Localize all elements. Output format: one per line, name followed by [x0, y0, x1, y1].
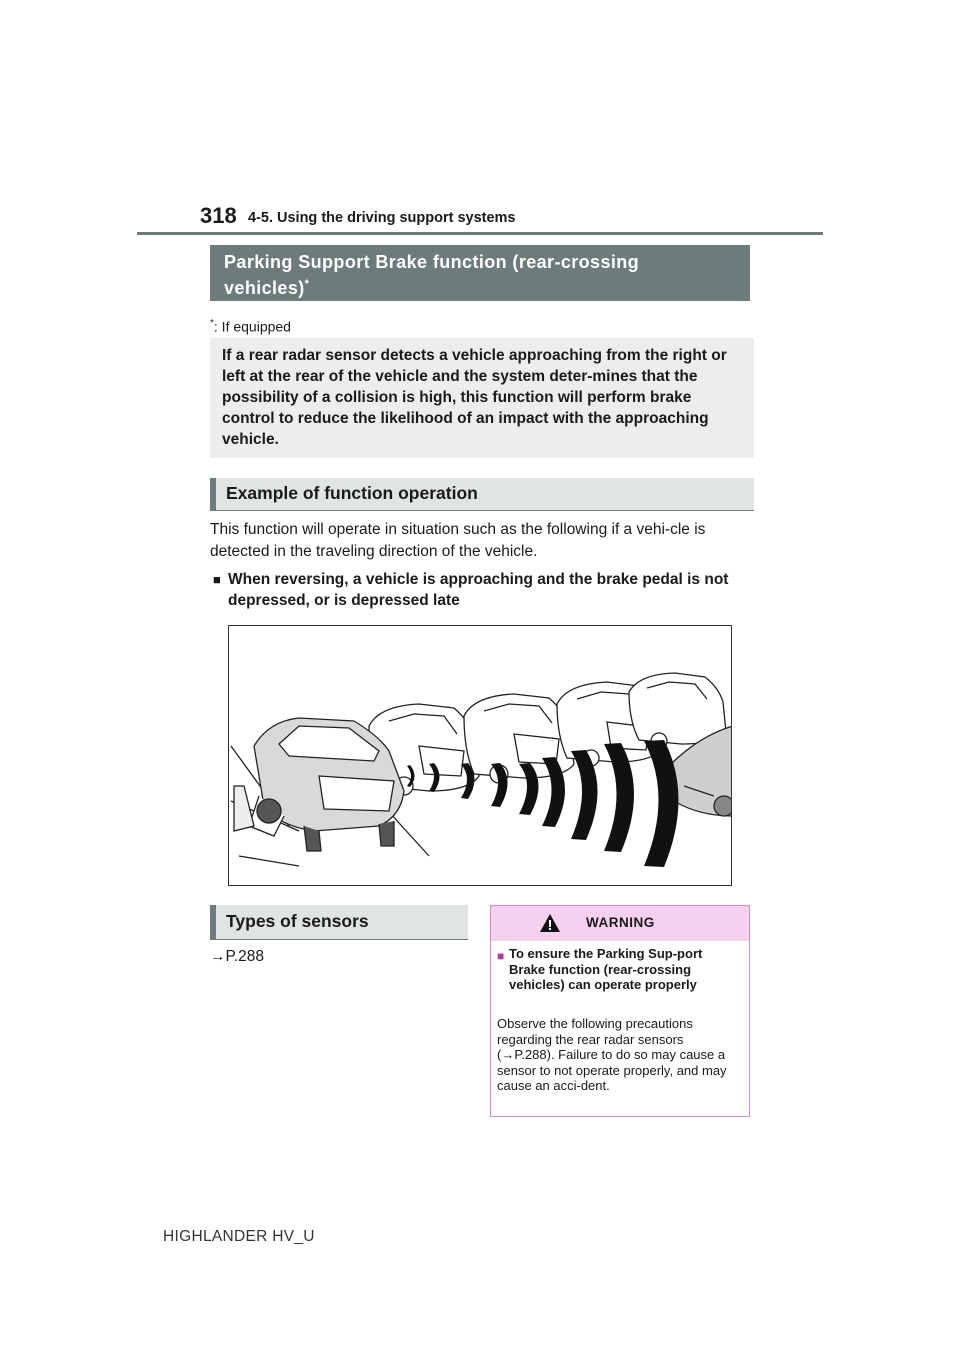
- section-title: 4-5. Using the driving support systems: [248, 210, 516, 226]
- types-heading: Types of sensors: [210, 905, 468, 940]
- warning-subheading: To ensure the Parking Sup-port Brake function (rear-crossing vehicles) can operate properly: [509, 946, 703, 992]
- page-title-line2-text: vehicles): [224, 278, 305, 298]
- example-body: This function will operate in situation such as the following if a vehi-cle is detected in the traveling direction of the vehicle.: [210, 521, 706, 560]
- footer-model: HIGHLANDER HV_U: [163, 1228, 315, 1245]
- intro-box: [210, 338, 754, 458]
- example-heading: Example of function operation: [210, 478, 754, 511]
- bullet-square-icon: ■: [213, 572, 221, 587]
- footnote: [210, 318, 291, 335]
- intro-text: If a rear radar sensor detects a vehicle approaching from the right or left at the rear of the vehicle and the system deter-mines that the possibility of a collision is high, this function will perform brake control to reduce the likelihood of an impact with the approaching vehicle.: [222, 347, 727, 448]
- page-title-line1: Parking Support Brake function (rear-crossing: [224, 252, 640, 272]
- footnote-marker-ref: *: [210, 318, 214, 329]
- warning-body: Observe the following precautions regarding the rear radar sensors (→P.288). Failure to do so may cause a sensor to not operate properly, and may cause an acci-dent.: [497, 1016, 727, 1093]
- bullet-text: When reversing, a vehicle is approaching and the brake pedal is not depressed, or is depressed late: [228, 571, 729, 609]
- page-number: 318: [200, 203, 237, 228]
- warning-triangle-icon: [539, 913, 561, 933]
- page-title-line2: [224, 273, 736, 299]
- footnote-text: : If equipped: [213, 318, 291, 335]
- illustration-frame: [228, 625, 732, 886]
- rear-crossing-illustration: [229, 626, 732, 886]
- warning-bullet-icon: ■: [497, 949, 505, 963]
- page-reference-link[interactable]: →P.288: [210, 948, 265, 965]
- footnote-marker: *: [304, 278, 310, 290]
- header-rule: [137, 232, 823, 235]
- page-title: [210, 245, 750, 301]
- warning-header: [491, 906, 749, 941]
- warning-box: [490, 905, 750, 1117]
- warning-label: WARNING: [586, 915, 655, 930]
